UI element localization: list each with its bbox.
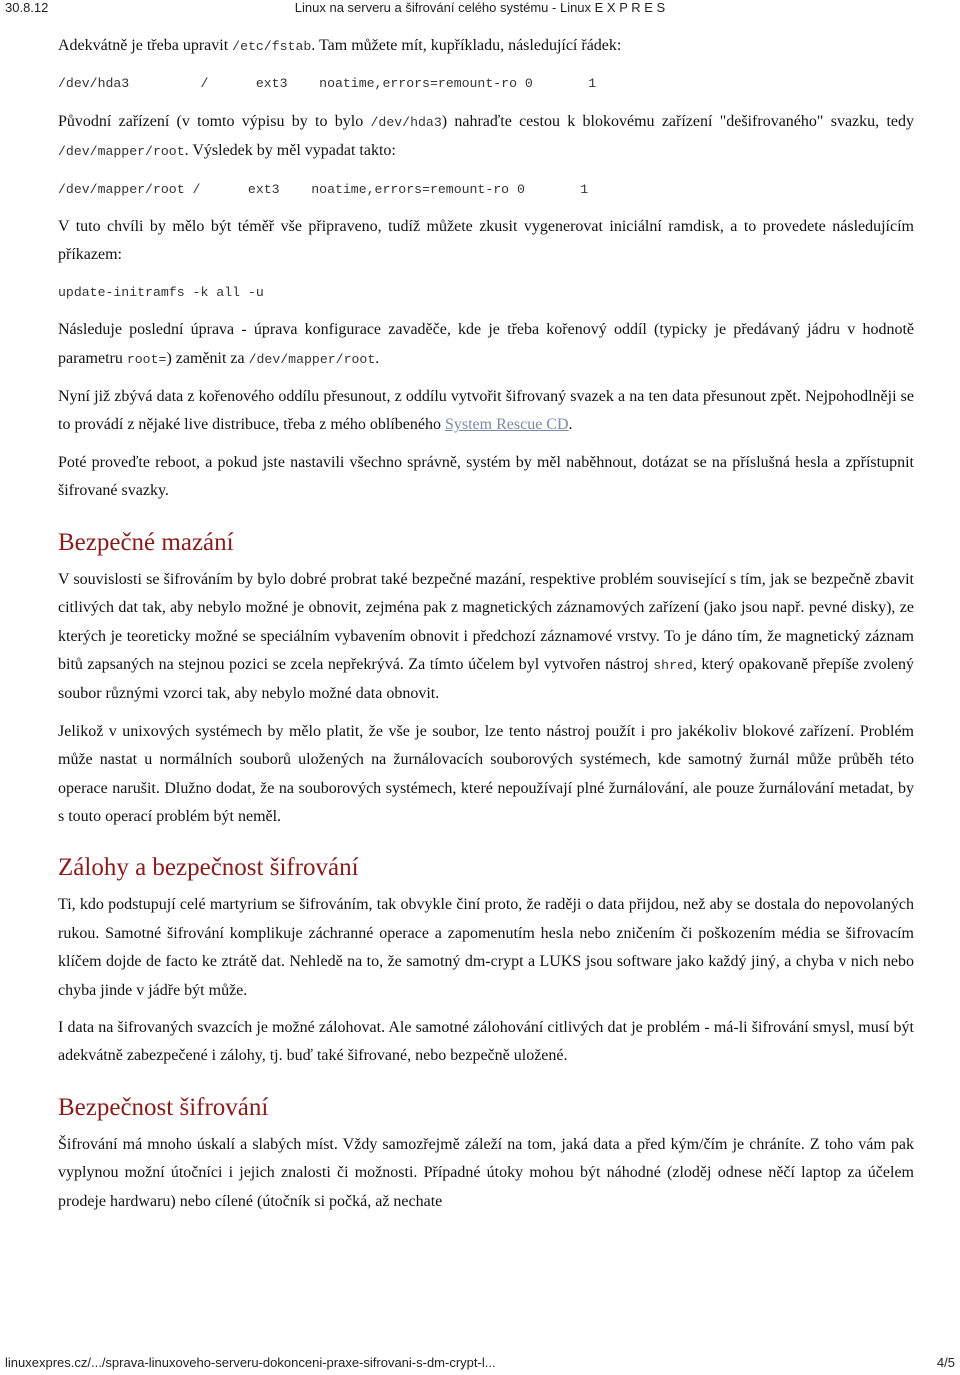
paragraph-reboot: Poté proveďte reboot, a pokud jste nastavili všechno správně, systém by měl naběhnout, dotázat se na příslušná hesla a zpřístupnit šifrované svazky. bbox=[58, 453, 914, 500]
paragraph-secure-erase: V souvislosti se šifrováním by bylo dobré probrat také bezpečné mazání, respektive problém související s tím, jak se bezpečně zbavit citlivých dat tak, aby nebylo možné je obnovit, zejména pak z magnetických záznamových zařízení (jako jsou např. pevné disky), ze kterých je teoreticky možné se speciálním vybavením obnovit i předchozí záznamové vrstvy. To je dáno tím, že magnetický záznam bitů zapsaných na stejnou pozici se zcela nepřekrývá. Za tímto účelem byl vytvořen nástroj shred, který opakovaně přepíše zvolený soubor různými vzorci tak, aby nebylo možné data obnovit. bbox=[58, 570, 915, 703]
paragraph-backups-1: Ti, kdo podstupují celé martyrium se šifrováním, tak obvykle činí proto, že raději o data přijdou, než aby se dostala do nepovolaných rukou. Samotné šifrování komplikuje záchranné operace a zapomenutím hesla nebo zničením či poškozením média se šifrovacím klíčem dojde de facto ke ztrátě dat. Nehledě na to, že samotný dm-crypt a LUKS jsou software jako každý jiný, a chyba v nich nebo chyba jinde v jádře být může. bbox=[58, 896, 914, 999]
print-header bbox=[0, 0, 960, 20]
code-block-fstab-new: /dev/mapper/root / ext3 noatime,errors=remount-ro 0 1 bbox=[58, 181, 589, 197]
inline-code: /dev/mapper/root bbox=[248, 351, 376, 367]
heading-encryption-security: Bezpečnost šifrování bbox=[58, 1093, 269, 1121]
inline-code: /dev/hda3 bbox=[370, 114, 442, 130]
print-footer bbox=[0, 1355, 960, 1375]
print-page-title: Linux na serveru a šifrování celého systému - Linux E X P R E S bbox=[294, 0, 666, 15]
heading-secure-erase: Bezpečné mazání bbox=[58, 528, 234, 556]
paragraph-move-data: Nyní již zbývá data z kořenového oddílu přesunout, z oddílu vytvořit šifrovaný svazek a na ten data přesunout zpět. Nejpohodlněji se to provádí z nějaké live distribuce, třeba z mého oblíbeného System Rescue CD. bbox=[58, 388, 914, 434]
inline-code: shred bbox=[653, 657, 693, 673]
system-rescue-cd-link[interactable]: System Rescue CD bbox=[444, 416, 569, 434]
code-block-fstab-original: /dev/hda3 / ext3 noatime,errors=remount-ro 0 1 bbox=[58, 76, 597, 92]
paragraph-bootloader: Následuje poslední úprava - úprava konfigurace zavaděče, kde je třeba kořenový oddíl (typicky je předávaný jádru v hodnotě parametru root=) zaměnit za /dev/mapper/root. bbox=[58, 321, 914, 367]
paragraph-backups-2: I data na šifrovaných svazcích je možné zálohovat. Ale samotné zálohování citlivých dat je problém - má-li šifrování smysl, musí být adekvátně zabezpečené i zálohy, tj. buď také šifrované, nebo bezpečně uložené. bbox=[58, 1018, 914, 1065]
print-page-number: 4/5 bbox=[936, 1355, 955, 1370]
print-date: 30.8.12 bbox=[5, 0, 49, 15]
article-body bbox=[58, 32, 914, 1225]
inline-code: /dev/mapper/root bbox=[58, 144, 185, 160]
heading-backups: Zálohy a bezpečnost šifrování bbox=[58, 854, 359, 882]
paragraph-fstab: Adekvátně je třeba upravit /etc/fstab. Tam můžete mít, kupříkladu, následující řádek: bbox=[58, 37, 622, 54]
print-url: linuxexpres.cz/.../sprava-linuxoveho-serveru-dokonceni-praxe-sifrovani-s-dm-crypt-l... bbox=[5, 1355, 496, 1370]
inline-code: /etc/fstab bbox=[232, 39, 312, 54]
paragraph-replace-device: Původní zařízení (v tomto výpisu by to bylo /dev/hda3) nahraďte cestou k blokovému zařízení "dešifrovaného" svazku, tedy /dev/mapper/root. Výsledek by měl vypadat takto: bbox=[58, 112, 914, 160]
paragraph-journaling: Jelikož v unixových systémech by mělo platit, že vše je soubor, lze tento nástroj použít i pro jakékoliv blokové zařízení. Problém může nastat u normálních souborů uložených na žurnálovacích souborových systémech, kde samotný žurnál může průběh této operace narušit. Dlužno dodat, že na souborových systémech, které nepoužívají plné žurnálování, ale pouze žurnálování metadat, by s touto operací problém být neměl. bbox=[58, 722, 914, 825]
inline-code: root= bbox=[126, 351, 167, 367]
paragraph-initramfs: V tuto chvíli by mělo být téměř vše připraveno, tudíž můžete zkusit vygenerovat iniciální ramdisk, a to provedete následujícím příkazem: bbox=[58, 218, 914, 264]
paragraph-encryption-security: Šifrování má mnoho úskalí a slabých míst. Vždy samozřejmě záleží na tom, jaká data a před kým/čím je chráníte. Z toho vám pak vyplynou možní útočníci i jejich znalosti či možnosti. Případné útoky mohou být náhodné (zloděj odnese něčí laptop za účelem prodeje hardwaru) nebo cílené (útočník si počká, až nechate bbox=[58, 1135, 914, 1210]
code-block-initramfs: update-initramfs -k all -u bbox=[58, 284, 264, 300]
